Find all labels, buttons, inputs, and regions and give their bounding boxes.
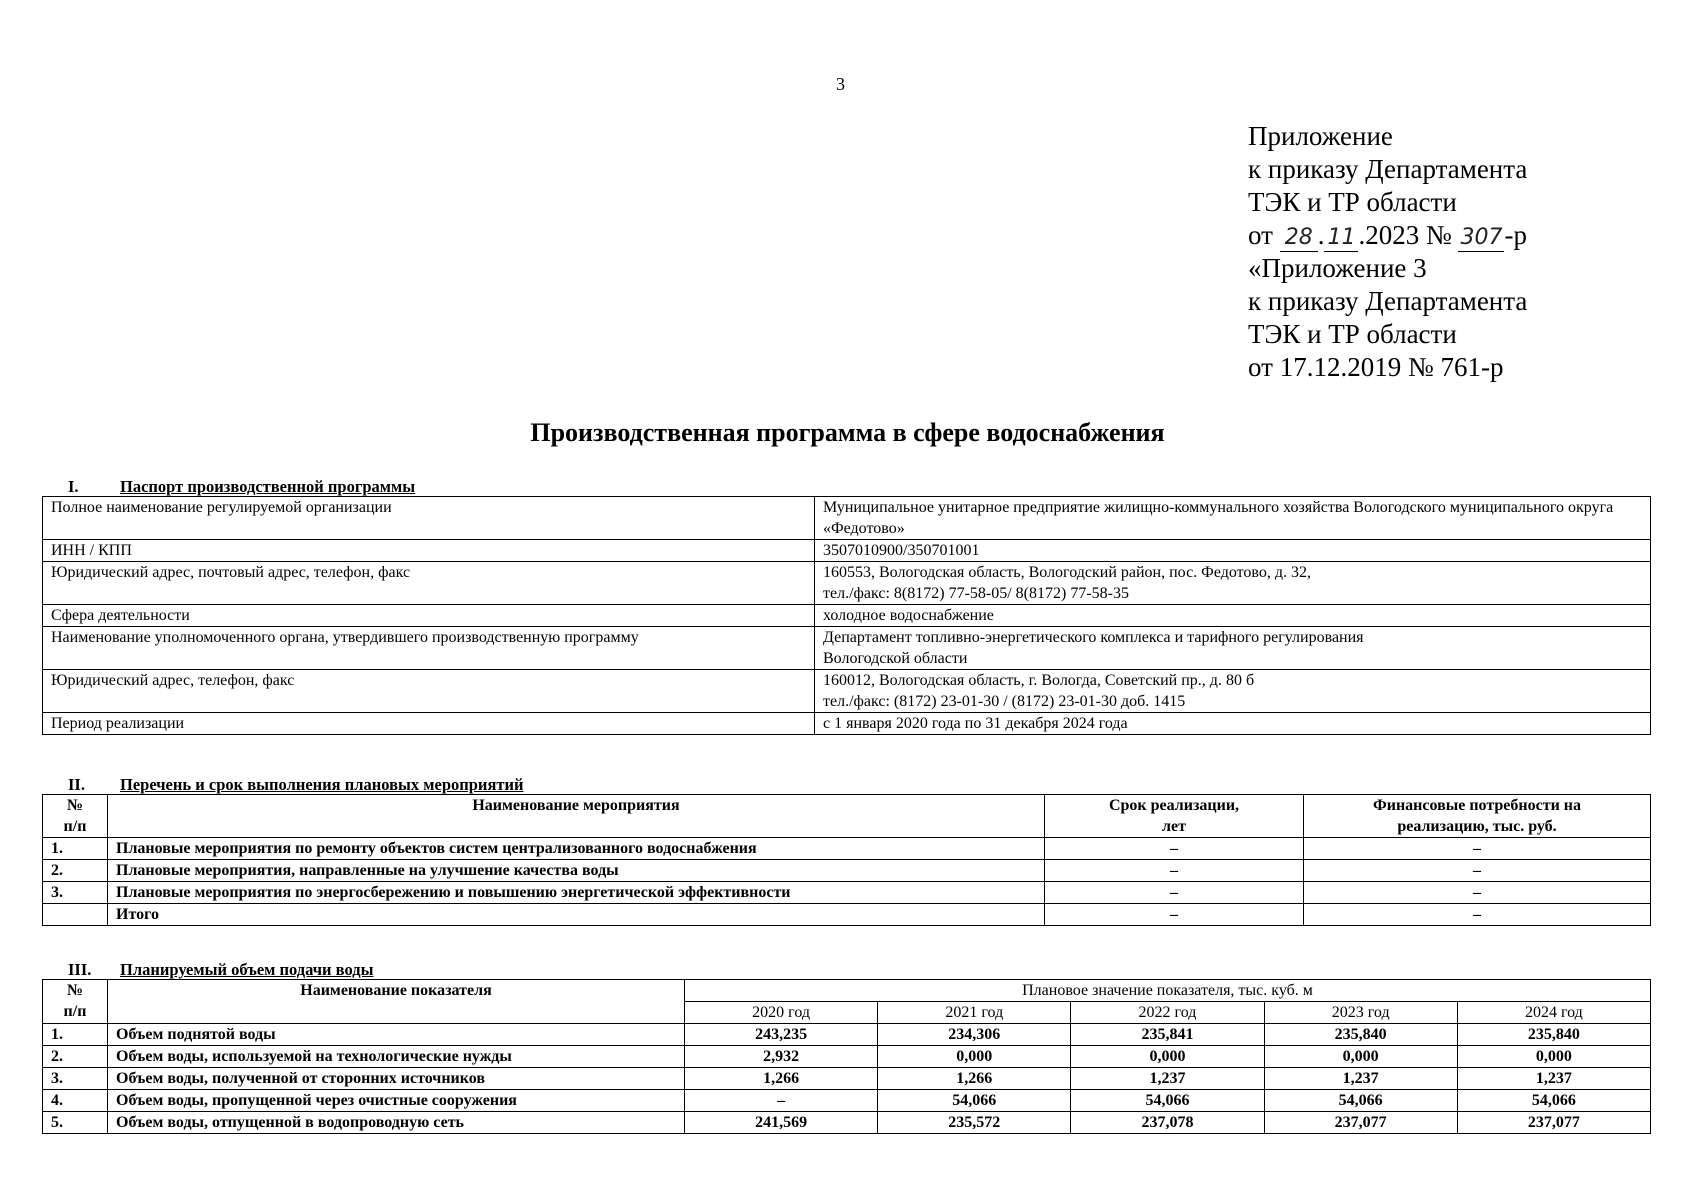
- table-cell: Плановые мероприятия по энергосбережению и повышению энергетической эффективности: [108, 882, 1045, 904]
- appendix-line: к приказу Департамента: [1248, 154, 1528, 184]
- cell-line: Департамент топливно-энергетического комплекса и тарифного регулирования: [823, 629, 1364, 646]
- table-row: [43, 838, 1651, 860]
- table-cell: 4.: [43, 1090, 108, 1112]
- year-header: 2022 год: [1071, 1002, 1264, 1024]
- appendix-line: ТЭК и ТР области: [1248, 187, 1457, 217]
- section-3-heading: [68, 961, 374, 979]
- table-cell: 234,306: [878, 1024, 1071, 1046]
- header-line: Срок реализации,: [1108, 797, 1240, 814]
- table-cell: Объем поднятой воды: [108, 1024, 685, 1046]
- table-cell: 237,077: [1264, 1112, 1457, 1134]
- section-number: II.: [68, 775, 85, 794]
- appendix-line: Приложение: [1248, 121, 1393, 151]
- table-cell: 3507010900/350701001: [815, 540, 1651, 562]
- section-title: Паспорт производственной программы: [120, 477, 416, 496]
- section-1-heading: [68, 478, 415, 496]
- table-cell: 5.: [43, 1112, 108, 1134]
- cell-line: тел./факс: 8(8172) 77-58-05/ 8(8172) 77-58-35: [823, 585, 1129, 602]
- table-cell: с 1 января 2020 года по 31 декабря 2024 года: [815, 713, 1651, 735]
- table-cell: 2.: [43, 1046, 108, 1068]
- table-cell: 54,066: [1264, 1090, 1457, 1112]
- handwritten-day: 28: [1280, 225, 1318, 252]
- cell-line: тел./факс: (8172) 23-01-30 / (8172) 23-01-30 доб. 1415: [823, 693, 1186, 710]
- table-cell: Наименование уполномоченного органа, утвердившего производственную программу: [43, 627, 815, 670]
- table-cell: Сфера деятельности: [43, 605, 815, 627]
- table-cell: 3.: [43, 1068, 108, 1090]
- section-title: Планируемый объем подачи воды: [120, 960, 374, 979]
- table-cell: 54,066: [1457, 1090, 1650, 1112]
- cell-line: Вологодской области: [823, 650, 968, 667]
- table-row: [43, 605, 1651, 627]
- table-cell: 54,066: [878, 1090, 1071, 1112]
- table-cell: 243,235: [685, 1024, 878, 1046]
- table-cell: –: [1304, 860, 1651, 882]
- appendix-line: ТЭК и ТР области: [1248, 319, 1457, 349]
- table-cell: 235,840: [1264, 1024, 1457, 1046]
- passport-table: [42, 496, 1651, 735]
- table-cell: 235,572: [878, 1112, 1071, 1134]
- header-cell: [43, 980, 108, 1024]
- activities-table: [42, 794, 1651, 926]
- header-line: п/п: [63, 1003, 87, 1020]
- table-cell: [815, 670, 1651, 713]
- table-cell: 1.: [43, 838, 108, 860]
- table-row: [43, 713, 1651, 735]
- table-cell: 0,000: [878, 1046, 1071, 1068]
- handwritten-order-number: 307: [1460, 225, 1503, 250]
- table-row: [43, 1024, 1651, 1046]
- table-row: [43, 670, 1651, 713]
- table-cell: 1,237: [1071, 1068, 1264, 1090]
- cell-line: 160012, Вологодская область, г. Вологда, Советский пр., д. 80 б: [823, 672, 1255, 689]
- appendix-line: к приказу Департамента: [1248, 286, 1528, 316]
- table-cell: Объем воды, пропущенной через очистные сооружения: [108, 1090, 685, 1112]
- table-cell: Юридический адрес, телефон, факс: [43, 670, 815, 713]
- table-cell: 3.: [43, 882, 108, 904]
- table-cell: –: [685, 1090, 878, 1112]
- table-cell: –: [1304, 882, 1651, 904]
- table-cell: 54,066: [1071, 1090, 1264, 1112]
- table-cell: холодное водоснабжение: [815, 605, 1651, 627]
- year-header: 2021 год: [878, 1002, 1071, 1024]
- header-cell: [1304, 795, 1651, 838]
- section-number: I.: [68, 477, 79, 496]
- table-cell: [815, 562, 1651, 605]
- water-volume-table: [42, 979, 1651, 1134]
- table-row: [43, 860, 1651, 882]
- table-row: [43, 904, 1651, 926]
- table-cell: ИНН / КПП: [43, 540, 815, 562]
- table-row: [43, 882, 1651, 904]
- table-row: [43, 1068, 1651, 1090]
- header-cell: Наименование мероприятия: [108, 795, 1045, 838]
- table-cell: Объем воды, используемой на технологические нужды: [108, 1046, 685, 1068]
- table-cell: Объем воды, отпущенной в водопроводную сеть: [108, 1112, 685, 1134]
- table-cell: 1.: [43, 1024, 108, 1046]
- table-row: [43, 1090, 1651, 1112]
- header-cell: [43, 795, 108, 838]
- table-cell: 2,932: [685, 1046, 878, 1068]
- table-cell: –: [1045, 838, 1304, 860]
- header-cell: [1045, 795, 1304, 838]
- table-cell: Полное наименование регулируемой организации: [43, 497, 815, 540]
- table-cell: [815, 627, 1651, 670]
- table-header-row: [43, 795, 1651, 838]
- table-cell: Плановые мероприятия по ремонту объектов систем централизованного водоснабжения: [108, 838, 1045, 860]
- table-cell: [815, 497, 1651, 540]
- section-number: III.: [68, 960, 92, 979]
- table-cell: 0,000: [1071, 1046, 1264, 1068]
- section-2-heading: [68, 776, 524, 794]
- table-header-row: [43, 980, 1651, 1002]
- year-header: 2020 год: [685, 1002, 878, 1024]
- table-cell: –: [1045, 882, 1304, 904]
- order-suffix: -р: [1504, 220, 1527, 250]
- header-line: п/п: [63, 818, 87, 835]
- table-cell: 235,841: [1071, 1024, 1264, 1046]
- table-cell: 235,840: [1457, 1024, 1650, 1046]
- table-cell: 2.: [43, 860, 108, 882]
- appendix-date-line: от 28 . 11 .2023 № 307-р: [1248, 220, 1527, 250]
- header-line: Финансовые потребности на: [1372, 797, 1581, 814]
- table-cell: 237,078: [1071, 1112, 1264, 1134]
- table-cell: –: [1045, 860, 1304, 882]
- document-title: Производственная программа в сфере водоснабжения: [530, 418, 1165, 447]
- table-cell: 1,237: [1457, 1068, 1650, 1090]
- table-row: [43, 1112, 1651, 1134]
- year-header: 2024 год: [1457, 1002, 1650, 1024]
- table-cell: [43, 904, 108, 926]
- cell-line: 160553, Вологодская область, Вологодский район, пос. Федотово, д. 32,: [823, 564, 1312, 581]
- year-header: 2023 год: [1264, 1002, 1457, 1024]
- table-cell: Плановые мероприятия, направленные на улучшение качества воды: [108, 860, 1045, 882]
- table-cell: 0,000: [1264, 1046, 1457, 1068]
- table-cell: 237,077: [1457, 1112, 1650, 1134]
- section-title: Перечень и срок выполнения плановых мероприятий: [120, 775, 524, 794]
- table-cell: –: [1045, 904, 1304, 926]
- table-cell: –: [1304, 904, 1651, 926]
- header-line: лет: [1162, 818, 1186, 835]
- table-cell: 1,237: [1264, 1068, 1457, 1090]
- table-row: [43, 1046, 1651, 1068]
- header-line: №: [66, 797, 84, 814]
- page-number: 3: [836, 74, 845, 94]
- date-prefix: от: [1248, 220, 1273, 250]
- table-row: [43, 540, 1651, 562]
- table-cell: Итого: [108, 904, 1045, 926]
- table-cell: 1,266: [878, 1068, 1071, 1090]
- table-cell: 1,266: [685, 1068, 878, 1090]
- appendix-line: от 17.12.2019 № 761-р: [1248, 352, 1504, 382]
- header-line: реализацию, тыс. руб.: [1397, 818, 1557, 835]
- date-year: .2023 №: [1358, 220, 1452, 250]
- table-cell: 0,000: [1457, 1046, 1650, 1068]
- handwritten-month: 11: [1324, 225, 1358, 252]
- table-cell: 241,569: [685, 1112, 878, 1134]
- table-row: [43, 562, 1651, 605]
- table-cell: Юридический адрес, почтовый адрес, телефон, факс: [43, 562, 815, 605]
- table-row: [43, 497, 1651, 540]
- table-row: [43, 627, 1651, 670]
- header-cell: Наименование показателя: [108, 980, 685, 1024]
- header-cell: Плановое значение показателя, тыс. куб. м: [685, 980, 1651, 1002]
- appendix-line: «Приложение 3: [1248, 253, 1427, 283]
- table-cell: –: [1304, 838, 1651, 860]
- table-cell: Объем воды, полученной от сторонних источников: [108, 1068, 685, 1090]
- table-cell: Период реализации: [43, 713, 815, 735]
- cell-text: Муниципальное унитарное предприятие жилищно-коммунального хозяйства Вологодского муниципального округа «Федотово»: [823, 499, 1614, 537]
- header-line: №: [66, 982, 84, 999]
- appendix-block: [1248, 120, 1527, 384]
